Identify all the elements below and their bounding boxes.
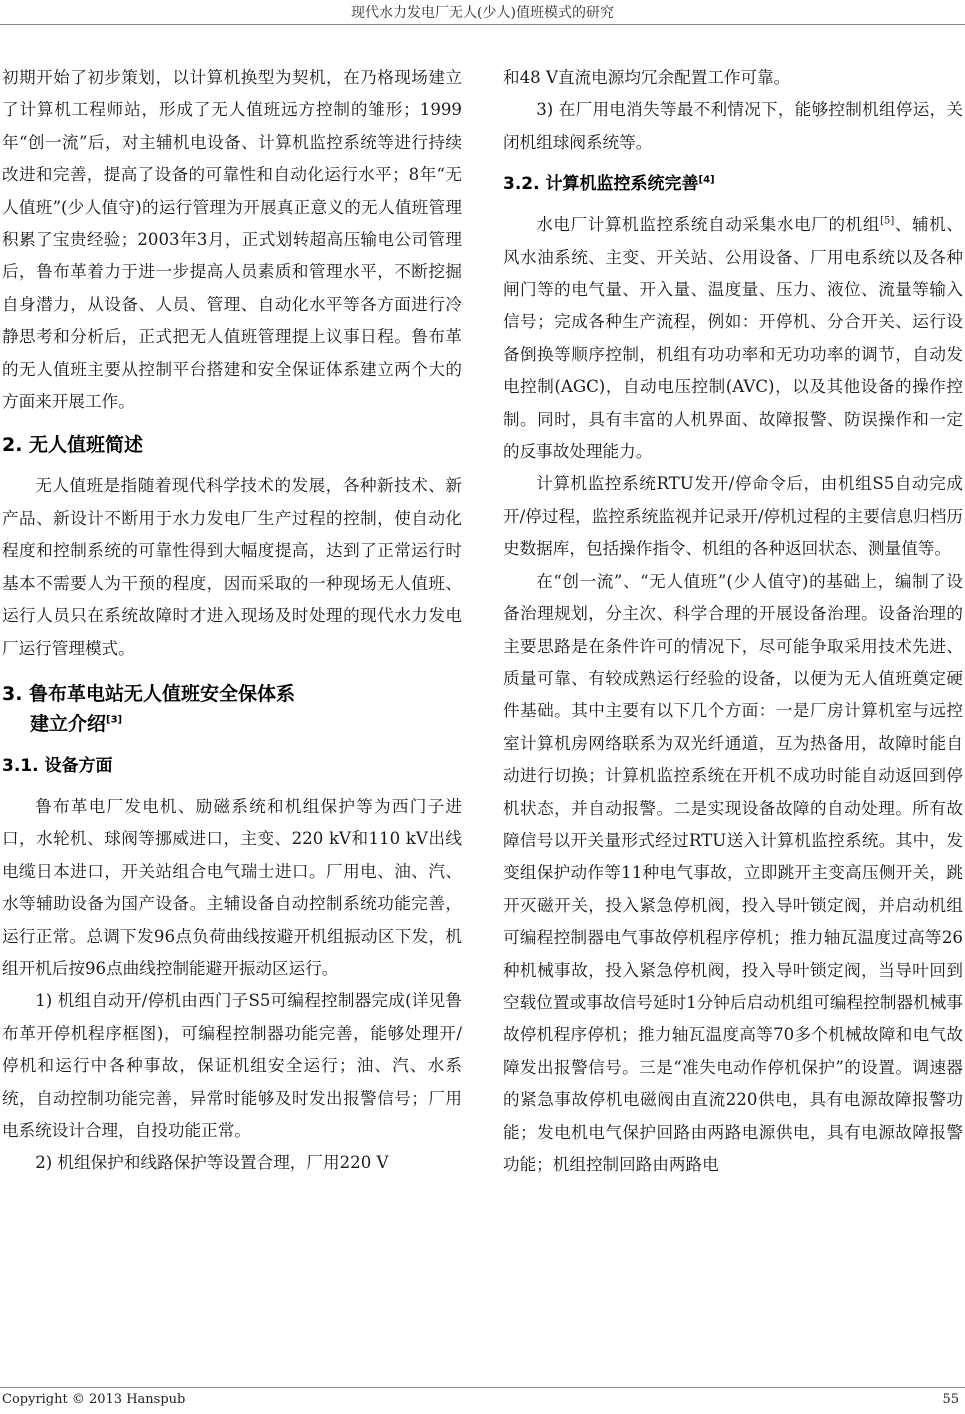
citation-5: [5] [880,215,895,227]
paragraph-right-1: 和48 V直流电源均冗余配置工作可靠。 [503,68,791,87]
section-3-1-heading: 3.1. 设备方面 [2,755,113,776]
paragraph-left-3: 鲁布革电厂发电机、励磁系统和机组保护等为西门子进口，水轮机、球阀等挪威进口，主变、220 kV和110 kV出线电缆日本进口，开关站组合电气瑞士进口。厂用电、油、汽、水等辅助设备为国产设备。主辅设备自动控制系统功能完善，运行正常。总调下发96点负荷曲线按避开机组振动区下发，机组开机后按96点曲线控制能避开振动区运行。 [2,796,462,978]
paragraph-right-3-rest: 、辅机、风水油系统、主变、开关站、公用设备、厂用电系统以及各种闸门等的电气量、开入量、温度量、压力、液位、流量等输入信号；完成各种生产流程，例如：开停机、分合开关、运行设备倒换等顺序控制，机组有功功率和无功功率的调节，自动发电控制(AGC)，自动电压控制(AVC)，以及其他设备的操作控制。同时，具有丰富的人机界面、故障报警、防误操作和一定的反事故处理能力。 [503,215,964,462]
footer-divider [0,1387,965,1388]
paragraph-right-5: 在“创一流”、“无人值班”(少人值守)的基础上，编制了设备治理规划，分主次、科学合理的开展设备治理。设备治理的主要思路是在条件许可的情况下，尽可能争取采用技术先进、质量可靠、有较成熟运行经验的设备，以便为无人值班奠定硬件基础。其中主要有以下几个方面：一是厂房计算机室与远控室计算机房网络联系为双光纤通道，互为热备用，故障时能自动进行切换；计算机监控系统在开机不成功时能自动返回到停机状态，并自动报警。二是实现设备故障的自动处理。所有故障信号以开关量形式经过RTU送入计算机监控系统。其中，发变组保护动作等11种电气事故，立即跳开主变高压侧开关，跳开灭磁开关，投入紧急停机阀，投入导叶锁定阀，并启动机组可编程控制器电气事故停机程序停机；推力轴瓦温度过高等26种机械事故，投入紧急停机阀，投入导叶锁定阀，当导叶回到空载位置或事故信号延时1分钟后启动机组可编程控制器机械事故停机程序停机；推力轴瓦温度高等70多个机械故障和电气故障发出报警信号。三是“准失电动作停机保护”的设置。调速器的紧急事故停机电磁阀由直流220供电，具有电源故障报警功能；发电机电气保护回路由两路电源供电，具有电源故障报警功能；机组控制回路由两路电 [503,571,963,1174]
citation-4: [4] [698,174,715,186]
paragraph-right-2: 3) 在厂用电消失等最不利情况下，能够控制机组停运，关闭机组球阀系统等。 [503,100,963,152]
paragraph-right-3 [503,209,963,468]
left-column [2,62,462,1180]
paragraph-left-5: 2) 机组保护和线路保护等设置合理，厂用220 V [35,1153,389,1173]
section-3-2-heading-text: 3.2. 计算机监控系统完善 [503,174,699,195]
section-3-2-heading [503,169,963,199]
paragraph-right-3-start: 水电厂计算机监控系统自动采集水电厂的机组 [536,215,881,235]
section-3-heading-line1: 3. 鲁布革电站无人值班安全保体系 [2,682,296,705]
citation-3: [3] [106,714,123,726]
paragraph-left-2: 无人值班是指随着现代科学技术的发展，各种新技术、新产品、新设计不断用于水力发电厂生产过程的控制，使自动化程度和控制系统的可靠性得到大幅度提高，达到了正常运行时基本不需要人为干预的程度，因而采取的一种现场无人值班、运行人员只在系统故障时才进入现场及时处理的现代水力发电厂运行管理模式。 [2,476,462,658]
running-header: 现代水力发电厂无人(少人)值班模式的研究 [351,5,614,21]
page-number: 55 [942,1392,959,1407]
section-3-heading-text: 建立介绍 [30,712,107,735]
paragraph-right-4: 计算机监控系统RTU发开/停命令后，由机组S5自动完成开/停过程，监控系统监视并记录开/停机过程的主要信息归档历史数据库，包括操作指令、机组的各种返回状态、测量值等。 [503,474,963,559]
paragraph-left-1: 初期开始了初步策划，以计算机换型为契机，在乃格现场建立了计算机工程师站，形成了无人值班远方控制的雏形；1999年“创一流”后，对主辅机电设备、计算机监控系统等进行持续改进和完善，提高了设备的可靠性和自动化运行水平；8年“无人值班”(少人值守)的运行管理为开展真正意义的无人值班管理积累了宝贵经验；2003年3月，正式划转超高压输电公司管理后，鲁布革着力于进一步提高人员素质和管理水平，不断挖掘自身潜力，从设备、人员、管理、自动化水平等各方面进行冷静思考和分析后，正式把无人值班管理提上议事日程。鲁布革的无人值班主要从控制平台搭建和安全保证体系建立两个大的方面来开展工作。 [2,68,462,412]
header-divider [0,24,965,25]
right-column [503,62,963,1181]
paragraph-left-4: 1) 机组自动开/停机由西门子S5可编程控制器完成(详见鲁布革开停机程序框图)，可编程控制器功能完善，能够处理开/停机和运行中各种事故，保证机组安全运行；油、汽、水系统，自动控制功能完善，异常时能够及时发出报警信号；厂用电系统设计合理，自投功能正常。 [2,991,462,1140]
copyright-notice: Copyright © 2013 Hanspub [2,1392,186,1407]
section-3-heading-line2 [2,709,462,739]
section-2-heading: 2. 无人值班简述 [2,434,144,457]
section-3-heading [2,679,462,739]
